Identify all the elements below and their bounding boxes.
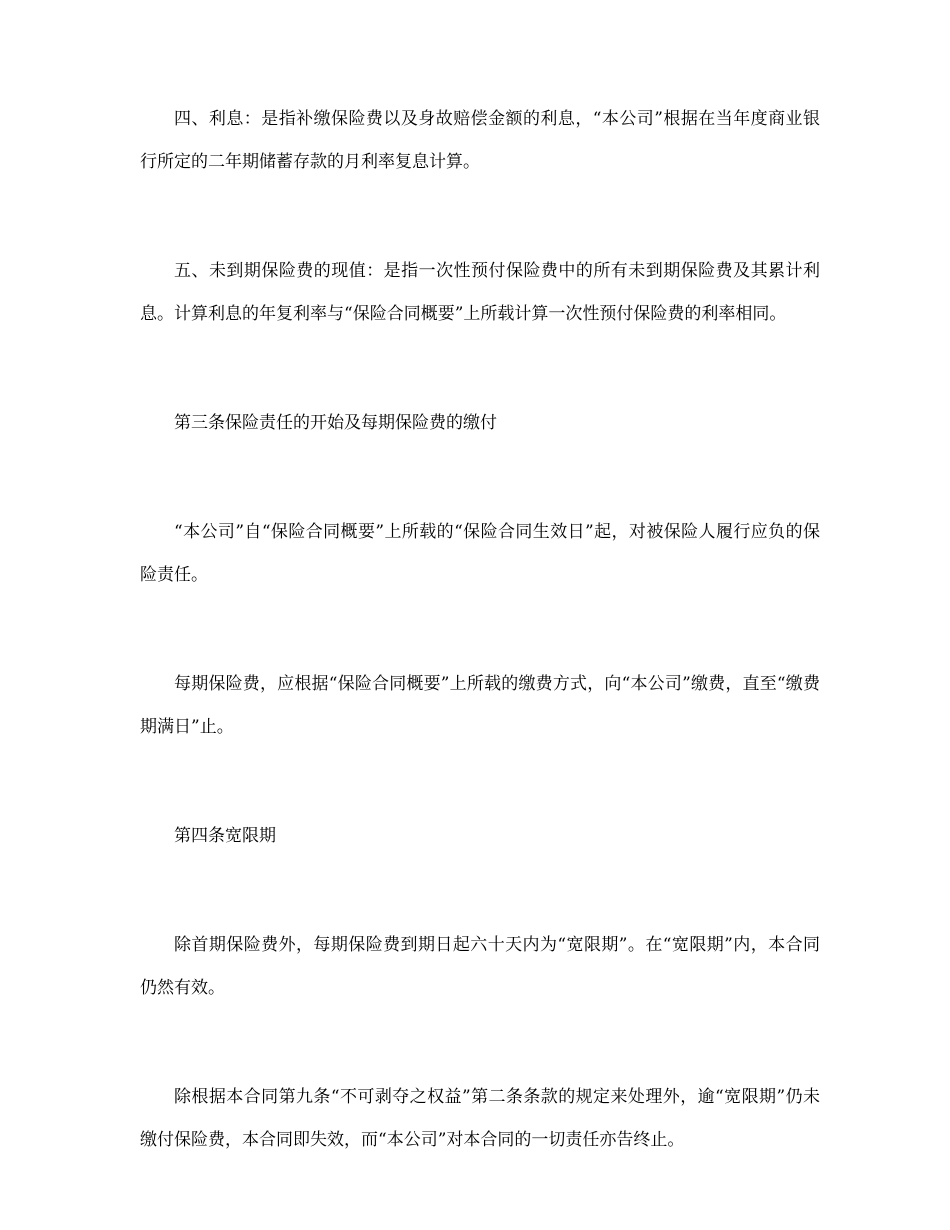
paragraph-premium-payment: 每期保险费，应根据“保险合同概要”上所载的缴费方式，向“本公司”缴费，直至“缴费期满日”止。 xyxy=(140,674,820,737)
paragraph-liability-start: “本公司”自“保险合同概要”上所载的“保险合同生效日”起，对被保险人履行应负的保险责任。 xyxy=(140,522,820,585)
section-heading-article-3: 第三条保险责任的开始及每期保险费的缴付 xyxy=(174,413,497,433)
paragraph-interest-definition: 四、利息：是指补缴保险费以及身故赔偿金额的利息，“本公司”根据在当年度商业银行所定的二年期储蓄存款的月利率复息计算。 xyxy=(140,109,820,172)
paragraph-contract-lapse: 除根据本合同第九条“不可剥夺之权益”第二条条款的规定来处理外，逾“宽限期”仍未缴付保险费，本合同即失效，而“本公司”对本合同的一切责任亦告终止。 xyxy=(140,1087,820,1150)
paragraph-grace-period: 除首期保险费外，每期保险费到期日起六十天内为“宽限期”。在“宽限期”内，本合同仍然有效。 xyxy=(140,935,820,998)
document-page xyxy=(140,98,820,1228)
paragraph-unexpired-premium-value: 五、未到期保险费的现值：是指一次性预付保险费中的所有未到期保险费及其累计利息。计算利息的年复利率与“保险合同概要”上所载计算一次性预付保险费的利率相同。 xyxy=(140,261,820,324)
section-heading-article-4: 第四条宽限期 xyxy=(174,826,276,846)
